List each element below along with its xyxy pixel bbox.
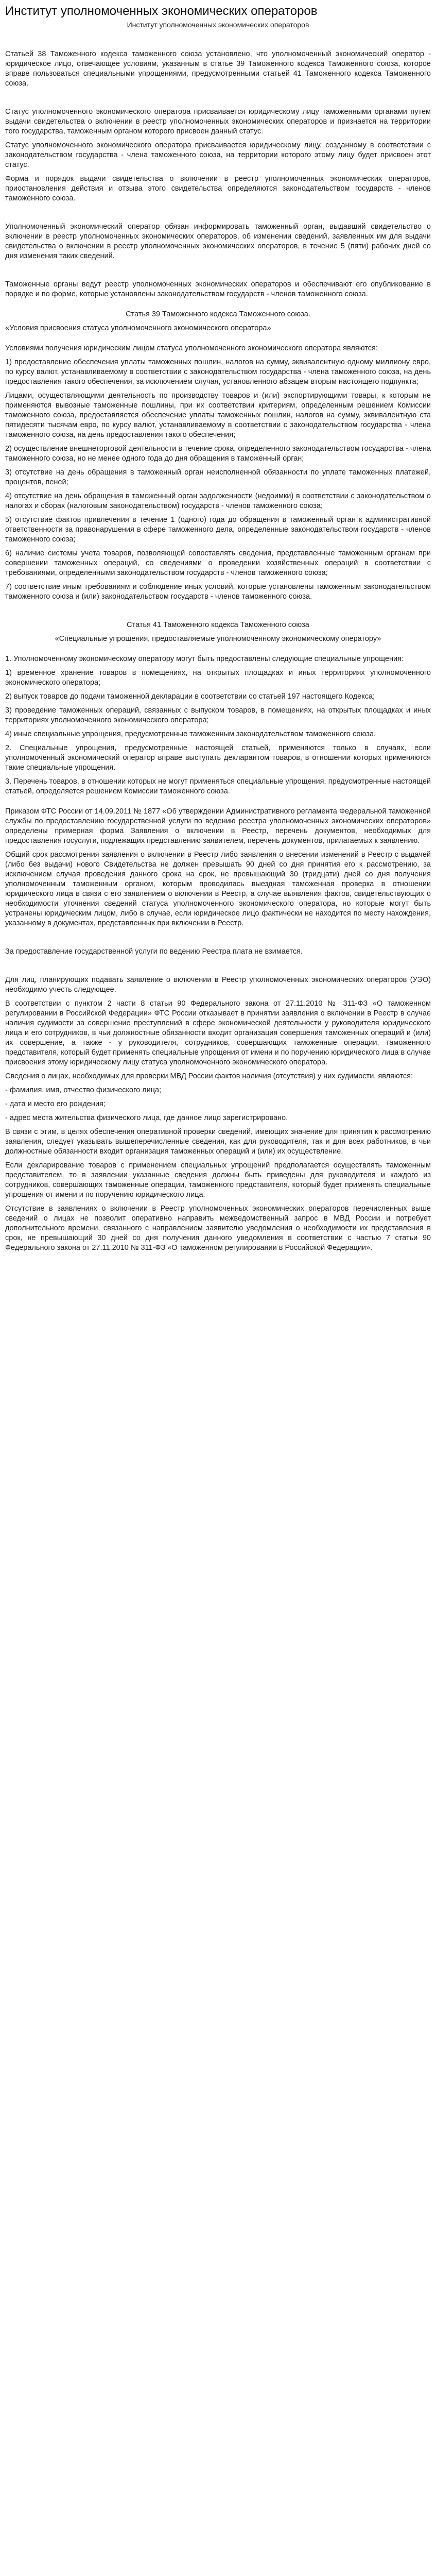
- paragraph: 7) соответствие иным требованиям и соблюдение иных условий, которые установлены таможенным законодательством таможенного союза и (или) законодательством государств - членов таможенного союза.: [5, 583, 431, 601]
- paragraph: Для лиц, планирующих подавать заявление о включении в Реестр уполномоченных экономических операторов (УЭО) необходимо учесть следующее.: [5, 976, 431, 994]
- paragraph: Лицами, осуществляющими деятельность по производству товаров и (или) экспортирующими товары, к которым не применяются вывозные таможенные пошлины, при их соответствии критериям, определенным решением Комиссии таможенного союза, предоставляется обеспечение уплаты таможенных пошлин, налогов на сумму, эквивалентную ста пятидесяти тысячам евро, по курсу валют, устанавливаемому в соответствии с законодательством государства - члена таможенного союза, на день предоставления такого обеспечения;: [5, 392, 431, 439]
- paragraph: 2. Специальные упрощения, предусмотренные настоящей статьей, применяются только в случаях, если уполномоченный экономический оператор вправе выступать декларантом товаров, в отношении которых применяются такие специальные упрощения.: [5, 744, 431, 772]
- paragraph: В соответствии с пунктом 2 части 8 статьи 90 Федерального закона от 27.11.2010 № 311-ФЗ «О таможенном регулировании в Российской Федерации» ФТС России отказывает в принятии заявления о включении в Реестр в случае наличия судимости за совершение преступлений в сфере экономической деятельности у руководителя юридического лица и его сотрудников, в чьи должностные обязанности входит организация совершения таможенных операций и (или) их совершение, а также - у руководителя, сотрудников, совершающих таможенные операции, таможенного представителя, который будет применять специальные упрощения от имени и по поручению юридического лица в случае присвоения этому юридическому лицу статуса уполномоченного экономического оператора.: [5, 999, 431, 1066]
- paragraph: 4) иные специальные упрощения, предусмотренные таможенным законодательством таможенного союза.: [5, 730, 376, 738]
- paragraph: Форма и порядок выдачи свидетельства о включении в реестр уполномоченных экономических операторов, приостановления действия и отзыва этого свидетельства определяются законодательством государств - членов таможенного союза.: [5, 175, 431, 202]
- paragraph: Таможенные органы ведут реестр уполномоченных экономических операторов и обеспечивают его опубликование в порядке и по форме, которые установлены законодательством государств - членов таможенного союза.: [5, 280, 431, 298]
- paragraph: - адрес места жительства физического лица, где данное лицо зарегистрировано.: [5, 1114, 288, 1122]
- paragraph: «Специальные упрощения, предоставляемые уполномоченному экономическому оператору»: [55, 635, 381, 643]
- paragraph: 3) отсутствие на день обращения в таможенный орган неисполненной обязанности по уплате таможенных платежей, процентов, пеней;: [5, 468, 431, 486]
- paragraph: 5) отсутствие фактов привлечения в течение 1 (одного) года до обращения в таможенный орган к административной ответственности за правонарушения в сфере таможенного дела, определенные законодательством государств - членов таможенного союза;: [5, 516, 431, 544]
- paragraph: Статья 39 Таможенного кодекса Таможенного союза.: [126, 310, 310, 318]
- paragraph: Уполномоченный экономический оператор обязан информировать таможенный орган, выдавший свидетельство о включении в реестр уполномоченных экономических операторов, об изменении сведений, заявленных им для выдачи свидетельства о включении в реестр уполномоченных экономических операторов, в течение 5 (пяти) рабочих дней со дня изменения таких сведений.: [5, 223, 431, 260]
- paragraph: 1) временное хранение товаров в помещениях, на открытых площадках и иных территориях уполномоченного экономического оператора;: [5, 669, 431, 687]
- paragraph: 3. Перечень товаров, в отношении которых не могут применяться специальные упрощения, предусмотренные настоящей статьей, определяется решением Комиссии таможенного союза.: [5, 777, 431, 795]
- paragraph: 2) осуществление внешнеторговой деятельности в течение срока, определенного законодательством государства - члена таможенного союза, но не менее одного года до дня обращения в таможенный орган;: [5, 445, 431, 463]
- page-title: Институт уполномоченных экономических операторов: [5, 4, 318, 18]
- page: [0, 0, 436, 1273]
- paragraph: Статус уполномоченного экономического оператора присваивается юридическому лицу, созданному в соответствии с законодательством государства - члена таможенного союза, на территории которого этому лицу будет присвоен этот статус.: [5, 141, 431, 169]
- paragraph: 2) выпуск товаров до подачи таможенной декларации в соответствии со статьей 197 настоящего Кодекса;: [5, 692, 375, 701]
- paragraph: Если декларирование товаров с применением специальных упрощений предполагается осуществлять таможенным представителем, то в заявлении указанные сведения должны быть приведены для руководителя и каждого из сотрудников, совершающих таможенные операции, таможенного представителя, который будет применять специальные упрощения от имени и по поручению юридического лица.: [5, 1161, 431, 1199]
- paragraph: 1) предоставление обеспечения уплаты таможенных пошлин, налогов на сумму, эквивалентную одному миллиону евро, по курсу валют, устанавливаемому в соответствии с законодательством государства - члена таможенного союза, на день предоставления такого обеспечения, за исключением случая, установленного абзацем вторым настоящего подпункта;: [5, 358, 431, 386]
- paragraph: Общий срок рассмотрения заявления о включении в Реестр либо заявления о внесении изменений в Реестр с выдачей (либо без выдачи) нового Свидетельства не должен превышать 90 дней со дня принятия его к рассмотрению, за исключением случая проведения данного срока на срок, не превышающий 30 (тридцати) дней со дня получения уполномоченным таможенным органом, которым проводилась выездная таможенная проверка в отношении юридического лица в связи с его заявлением о включении в Реестр, а случае выявления фактов, свидетельствующих о необходимости уточнения сведений статуса уполномоченного экономического оператора, но которые могут быть устранены юридическим лицом, либо в случае, если юридическое лицо фактически не находится по месту нахождения, указанному в документах, представленных при включении в Реестр.: [5, 851, 431, 927]
- paragraph: Приказом ФТС России от 14.09.2011 № 1877 «Об утверждении Административного регламента Федеральной таможенной службы по предоставлению государственной услуги по ведению реестра уполномоченных экономических операторов» определены примерная форма Заявления о включении в Реестр, перечень документов, необходимых для предоставления госуслуги, подлежащих представлению заявителем, перечень документов, прилагаемых к заявлению.: [5, 807, 431, 845]
- paragraph: 1. Уполномоченному экономическому оператору могут быть предоставлены следующие специальные упрощения:: [5, 655, 404, 663]
- article-body: [5, 49, 431, 1253]
- paragraph: Условиями получения юридическим лицом статуса уполномоченного экономического оператора являются:: [5, 344, 378, 352]
- paragraph: Статьей 38 Таможенного кодекса таможенного союза установлено, что уполномоченный экономический оператор - юридическое лицо, отвечающее условиям, указанным в статье 39 Таможенного кодекса Таможенного союза, которое вправе пользоваться специальными упрощениями, предусмотренными статьей 41 Таможенного кодекса Таможенного союза.: [5, 50, 431, 88]
- paragraph: Статус уполномоченного экономического оператора присваивается юридическому лицу таможенными органами путем выдачи свидетельства о включении в реестр уполномоченных экономических операторов и признается на территории того государства, таможенным органом которого присвоен данный статус.: [5, 108, 431, 135]
- page-subtitle: Институт уполномоченных экономических операторов: [127, 21, 309, 29]
- paragraph: - дата и место его рождения;: [5, 1100, 106, 1108]
- paragraph: 4) отсутствие на день обращения в таможенный орган задолженности (недоимки) в соответствии с законодательством о налогах и сборах (налоговым законодательством) государств - членов таможенного союза;: [5, 492, 431, 510]
- paragraph: За предоставление государственной услуги по ведению Реестра плата не взимается.: [5, 947, 303, 956]
- paragraph: - фамилия, имя, отчество физического лица;: [5, 1086, 162, 1094]
- paragraph: 3) проведение таможенных операций, связанных с выпуском товаров, в помещениях, на открытых площадках и иных территориях уполномоченного экономического оператора;: [5, 706, 431, 724]
- paragraph: Статья 41 Таможенного кодекса Таможенного союза: [127, 621, 309, 629]
- paragraph: В связи с этим, в целях обеспечения оперативной проверки сведений, имеющих значение для принятия к рассмотрению заявления, следует указывать вышеперечисленные сведения, как для руководителя, так и для всех работников, в чьи должностные обязанности входит организация таможенных операций и (или) их осуществление.: [5, 1128, 431, 1156]
- paragraph: «Условия присвоения статуса уполномоченного экономического оператора»: [5, 324, 271, 332]
- paragraph: Отсутствие в заявлениях о включении в Реестр уполномоченных экономических операторов перечисленных выше сведений о лицах не позволит оперативно направить межведомственный запрос в МВД России и потребует дополнительного времени, связанного с направлением заявителю уведомления о необходимости их представления в срок, не превышающий 30 дней со дня получения данного уведомления в соответствии с частью 7 статьи 90 Федерального закона от 27.11.2010 № 311-ФЗ «О таможенном регулировании в Российской Федерации».: [5, 1205, 431, 1252]
- paragraph: 6) наличие системы учета товаров, позволяющей сопоставлять сведения, представленные таможенным органам при совершении таможенных операций, со сведениями о проведении хозяйственных операций в соответствии с требованиями, определенными законодательством государств - членов таможенного союза;: [5, 549, 431, 577]
- paragraph: Сведения о лицах, необходимых для проверки МВД России фактов наличия (отсутствия) у них судимости, являются:: [5, 1072, 413, 1080]
